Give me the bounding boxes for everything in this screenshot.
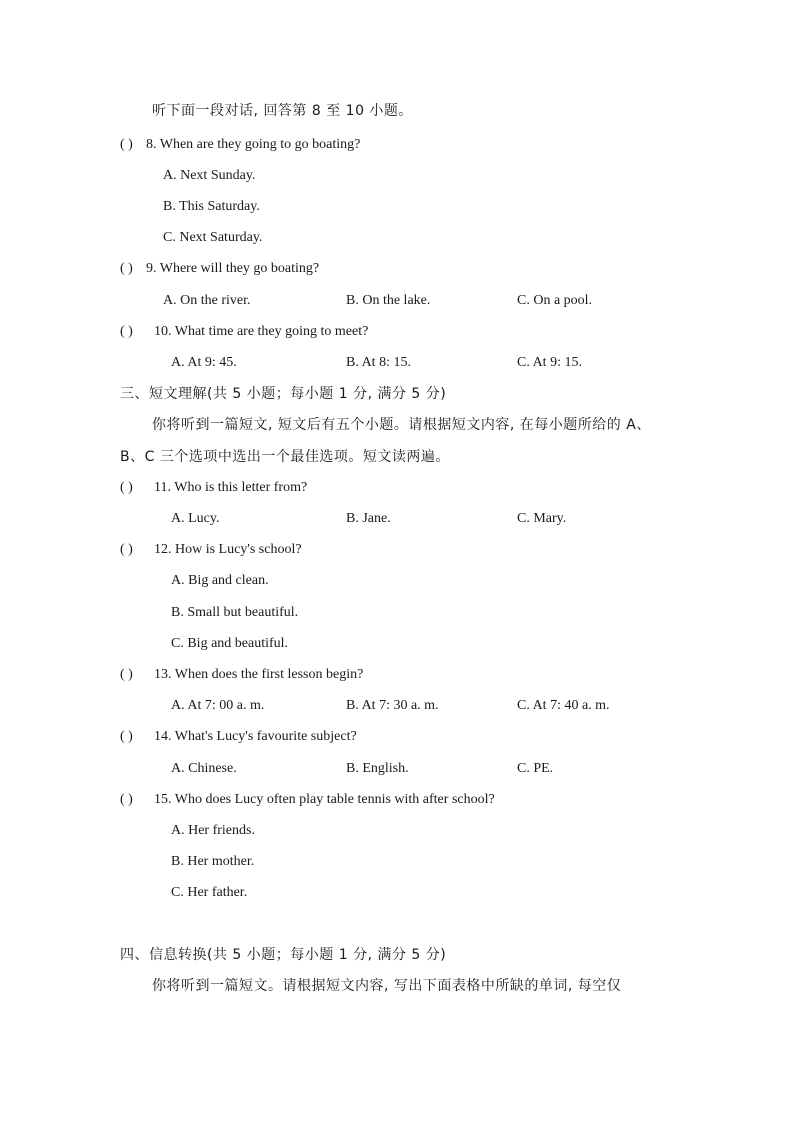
option-a: A. At 9: 45.	[171, 355, 237, 370]
answer-blank[interactable]: ( )	[120, 324, 133, 339]
option-c: C. On a pool.	[517, 293, 593, 308]
option-c: C. Big and beautiful.	[171, 636, 289, 651]
option-c: C. PE.	[517, 761, 554, 776]
section-instruction: 听下面一段对话, 回答第 8 至 10 小题。	[152, 103, 413, 119]
option-b: B. This Saturday.	[163, 199, 260, 214]
option-b: B. At 7: 30 a. m.	[346, 698, 439, 713]
question-stem: 12. How is Lucy's school?	[154, 542, 302, 557]
option-c: C. Her father.	[171, 885, 248, 900]
answer-blank[interactable]: ( )	[120, 667, 133, 682]
question-stem: 14. What's Lucy's favourite subject?	[154, 729, 357, 744]
answer-blank[interactable]: ( )	[120, 542, 133, 557]
question-stem: 9. Where will they go boating?	[146, 261, 320, 276]
option-a: A. Lucy.	[171, 511, 220, 526]
section-instruction: 你将听到一篇短文, 短文后有五个小题。请根据短文内容, 在每小题所给的 A、	[152, 417, 651, 433]
question-stem: 10. What time are they going to meet?	[154, 324, 369, 339]
section-heading: 三、短文理解(共 5 小题；每小题 1 分, 满分 5 分)	[120, 386, 447, 402]
question-stem: 8. When are they going to go boating?	[146, 137, 361, 152]
option-c: C. At 9: 15.	[517, 355, 582, 370]
option-b: B. English.	[346, 761, 409, 776]
answer-blank[interactable]: ( )	[120, 729, 133, 744]
section-heading: 四、信息转换(共 5 小题；每小题 1 分, 满分 5 分)	[120, 947, 447, 963]
option-b: B. On the lake.	[346, 293, 431, 308]
section-instruction: B、C 三个选项中选出一个最佳选项。短文读两遍。	[120, 449, 450, 465]
option-a: A. Her friends.	[171, 823, 255, 838]
answer-blank[interactable]: ( )	[120, 137, 133, 152]
option-c: C. Mary.	[517, 511, 567, 526]
answer-blank[interactable]: ( )	[120, 261, 133, 276]
option-a: A. At 7: 00 a. m.	[171, 698, 265, 713]
option-a: A. Chinese.	[171, 761, 237, 776]
section-instruction: 你将听到一篇短文。请根据短文内容, 写出下面表格中所缺的单词, 每空仅	[152, 978, 622, 994]
option-b: B. Small but beautiful.	[171, 605, 299, 620]
answer-blank[interactable]: ( )	[120, 480, 133, 495]
option-b: B. Jane.	[346, 511, 391, 526]
option-c: C. Next Saturday.	[163, 230, 263, 245]
option-a: A. Next Sunday.	[163, 168, 256, 183]
question-stem: 15. Who does Lucy often play table tennis with after school?	[154, 792, 495, 807]
question-stem: 11. Who is this letter from?	[154, 480, 308, 495]
option-c: C. At 7: 40 a. m.	[517, 698, 610, 713]
option-b: B. Her mother.	[171, 854, 255, 869]
option-b: B. At 8: 15.	[346, 355, 411, 370]
answer-blank[interactable]: ( )	[120, 792, 133, 807]
question-stem: 13. When does the first lesson begin?	[154, 667, 364, 682]
option-a: A. On the river.	[163, 293, 251, 308]
option-a: A. Big and clean.	[171, 573, 269, 588]
